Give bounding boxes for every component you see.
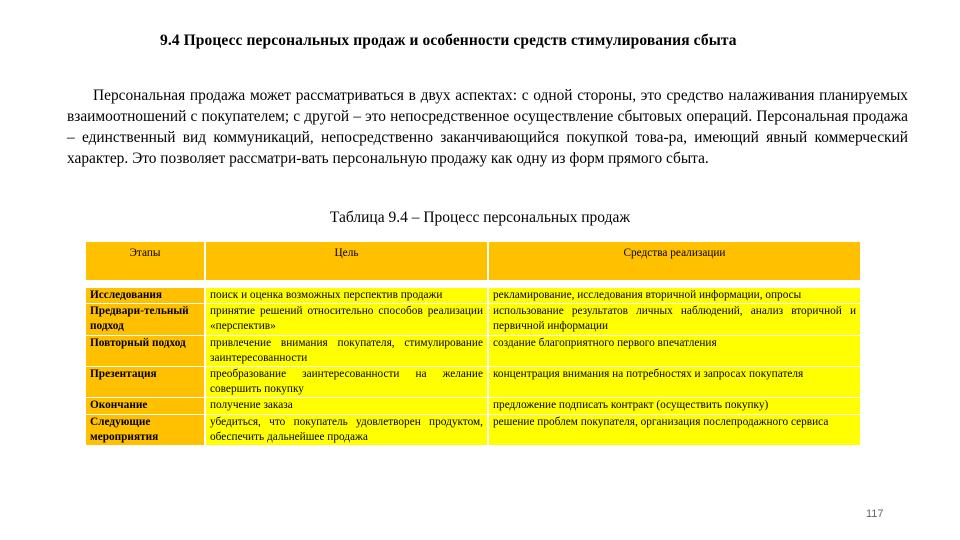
table-row <box>86 288 860 304</box>
table-caption: Таблица 9.4 – Процесс персональных продаж <box>329 209 631 226</box>
stage-cell: Презентация <box>86 367 206 398</box>
table-row <box>86 367 860 398</box>
goal-cell: преобразование заинтересованности на желание совершить покупку <box>206 367 489 398</box>
goal-cell: убедиться, что покупатель удовлетворен продуктом, обеспечить дальнейшее продажа <box>206 415 489 446</box>
table-row <box>86 304 860 335</box>
header-stages: Этапы <box>86 242 206 288</box>
means-cell: концентрация внимания на потребностях и запросах покупателя <box>489 367 860 398</box>
stage-cell: Окончание <box>86 398 206 414</box>
means-cell: предложение подписать контракт (осуществить покупку) <box>489 398 860 414</box>
goal-cell: получение заказа <box>206 398 489 414</box>
stage-cell: Следующие мероприятия <box>86 415 206 446</box>
body-paragraph: Персональная продажа может рассматриваться в двух аспектах: с одной стороны, это средство налаживания планируемых взаимоотношений с покупателем; с другой – это непосредственное осуществление сбытовых операций. Персональная продажа – единственный вид коммуникаций, непосредственно заканчивающийся покупкой това-ра, имеющий явный коммерческий характер. Это позволяет рассматри-вать персональную продажу как одну из форм прямого сбыта. <box>67 87 908 167</box>
sales-process-table <box>86 242 860 446</box>
stage-cell: Повторный подход <box>86 336 206 367</box>
means-cell: решение проблем покупателя, организация послепродажного сервиса <box>489 415 860 446</box>
means-cell: создание благоприятного первого впечатления <box>489 336 860 367</box>
table-header-row <box>86 242 860 288</box>
stage-cell: Исследования <box>86 288 206 304</box>
header-goal: Цель <box>206 242 489 288</box>
page-number: 117 <box>866 508 884 520</box>
goal-cell: привлечение внимания покупателя, стимулирование заинтересованности <box>206 336 489 367</box>
means-cell: рекламирование, исследования вторичной информации, опросы <box>489 288 860 304</box>
goal-cell: принятие решений относительно способов реализации «перспектив» <box>206 304 489 335</box>
table-row <box>86 398 860 414</box>
table-row <box>86 415 860 446</box>
goal-cell: поиск и оценка возможных перспектив продажи <box>206 288 489 304</box>
section-heading: 9.4 Процесс персональных продаж и особенности средств стимулирования сбыта <box>160 32 737 49</box>
header-means: Средства реализации <box>489 242 860 288</box>
stage-cell: Предвари-тельный подход <box>86 304 206 335</box>
means-cell: использование результатов личных наблюдений, анализ вторичной и первичной информации <box>489 304 860 335</box>
table-row <box>86 336 860 367</box>
